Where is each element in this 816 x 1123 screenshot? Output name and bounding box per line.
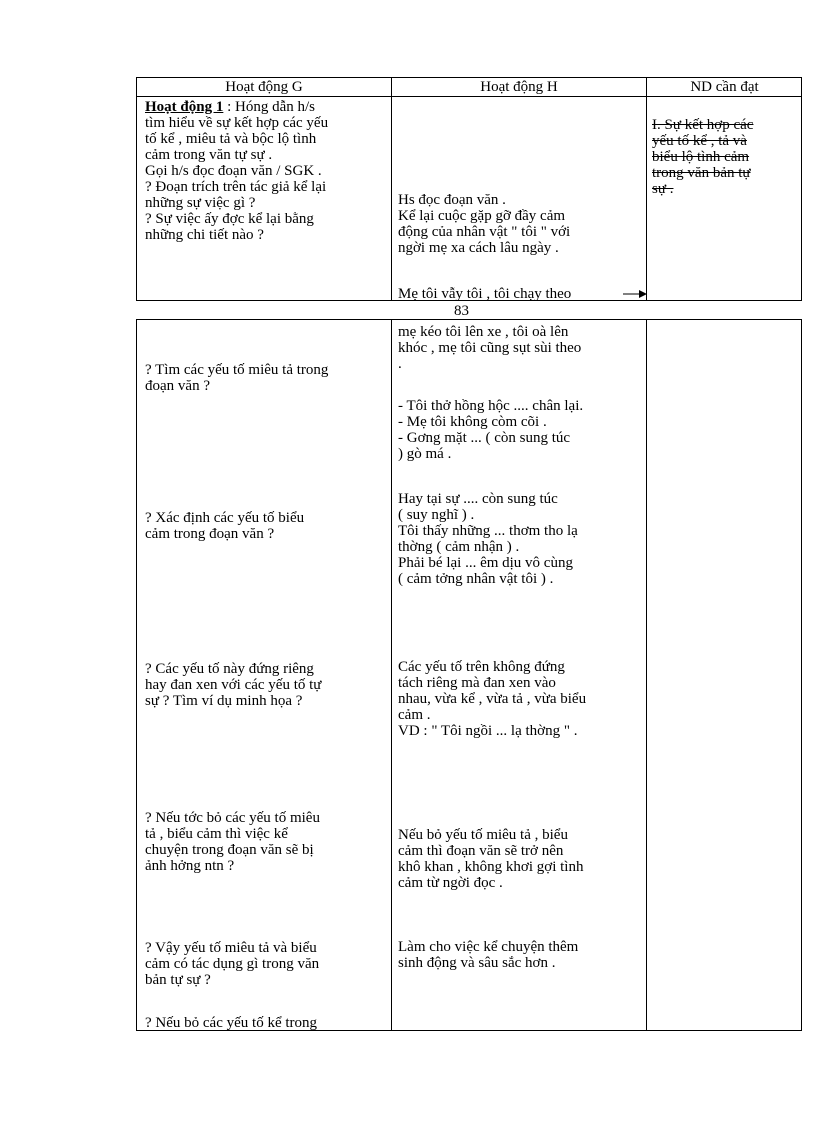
text-line: ? Sự việc ấy đợc kể lại bằng	[145, 211, 314, 227]
answer-block	[398, 324, 581, 372]
section-heading-line: sự .	[652, 181, 674, 197]
text-line: ? Nếu bỏ các yếu tố kể trong	[145, 1015, 318, 1031]
column-divider	[391, 78, 392, 300]
section-heading-line: trong văn bản tự	[652, 165, 751, 181]
section-heading-line: yếu tố kể , tả và	[652, 133, 747, 149]
text-line: Hay tại sự .... còn sung túc	[398, 491, 558, 507]
text-line: - Tôi thở hồng hộc .... chân lại.	[398, 398, 584, 414]
text-line: ? Vậy yếu tố miêu tả và biểu	[145, 940, 317, 956]
text-line: VD : " Tôi ngồi ... lạ thờng " .	[398, 723, 578, 739]
text-line: cảm thì đoạn văn sẽ trở nên	[398, 843, 564, 859]
text-line: Gọi h/s đọc đoạn văn / SGK .	[145, 163, 322, 179]
text-line: ) gò má .	[398, 446, 452, 462]
text-line: cảm có tác dụng gì trong văn	[145, 956, 320, 972]
text-line: sinh động và sâu sắc hơn .	[398, 955, 556, 971]
text-line: Nếu bỏ yếu tố miêu tả , biểu	[398, 827, 568, 843]
answer-block	[398, 939, 578, 971]
activity-title-line: Hoạt động 1 : Hóng dẫn h/s	[145, 99, 316, 115]
teacher-activity-cell	[145, 99, 328, 243]
answer-block	[398, 827, 583, 891]
text-line: ( suy nghĩ ) .	[398, 507, 475, 523]
text-line: .	[398, 356, 402, 372]
text-line: ảnh hởng ntn ?	[145, 858, 235, 874]
activity-table-bottom	[136, 319, 802, 1031]
text-line: Hs đọc đoạn văn .	[398, 192, 506, 208]
text-line: sự ? Tìm ví dụ minh họa ?	[145, 693, 303, 709]
text-line: chuyện trong đoạn văn sẽ bị	[145, 842, 314, 858]
text-line: - Mẹ tôi không còm cõi .	[398, 414, 547, 430]
text-line: bản tự sự ?	[145, 972, 211, 988]
text-line: ? Tìm các yếu tố miêu tả trong	[145, 362, 329, 378]
content-goal-cell	[652, 117, 753, 197]
text-line: Các yếu tố trên không đứng	[398, 659, 565, 675]
column-divider	[646, 78, 647, 300]
text-line: Mẹ tôi vẫy tôi , tôi chạy theo	[398, 286, 572, 302]
text-line: Phải bé lại ... êm dịu vô cùng	[398, 555, 573, 571]
question-block	[145, 1015, 317, 1031]
text-line: ? Các yếu tố này đứng riêng	[145, 661, 314, 677]
text-line: những chi tiết nào ?	[145, 227, 264, 243]
text-line: những sự việc gì ?	[145, 195, 256, 211]
question-block	[145, 810, 320, 874]
question-block	[145, 362, 328, 394]
question-block	[145, 661, 321, 709]
text-line: Tôi thấy những ... thơm tho lạ	[398, 523, 578, 539]
text-line: cảm trong văn tự sự .	[145, 147, 273, 163]
column-divider	[391, 320, 392, 1030]
header-divider	[137, 96, 801, 97]
text-line: ? Nếu tớc bỏ các yếu tố miêu	[145, 810, 320, 826]
answer-block	[398, 398, 583, 462]
text-line: ? Đoạn trích trên tác giả kể lại	[145, 179, 327, 195]
activity-table-top	[136, 77, 802, 301]
header-teacher-activity: Hoạt động G	[225, 79, 303, 95]
text-line: Kể lại cuộc gặp gỡ đầy cảm	[398, 208, 566, 224]
text-line: - Gơng mặt ... ( còn sung túc	[398, 430, 571, 446]
activity-title: Hoạt động 1	[145, 99, 224, 115]
column-divider	[646, 320, 647, 1030]
answer-block	[398, 491, 578, 587]
text-line: tả , biểu cảm thì việc kể	[145, 826, 288, 842]
text-line: cảm trong đoạn văn ?	[145, 526, 275, 542]
text-line: ? Xác định các yếu tố biểu	[145, 510, 305, 526]
text-line: đoạn văn ?	[145, 378, 210, 394]
text-line: ( cảm tởng nhân vật tôi ) .	[398, 571, 554, 587]
text-line: mẹ kéo tôi lên xe , tôi oà lên	[398, 324, 569, 340]
question-block	[145, 510, 304, 542]
text-line: tách riêng mà đan xen vào	[398, 675, 556, 691]
text-line: khóc , mẹ tôi cũng sụt sùi theo	[398, 340, 582, 356]
text-line: cảm .	[398, 707, 431, 723]
text-line: tố kể , miêu tả và bộc lộ tình	[145, 131, 317, 147]
section-heading-line: biểu lộ tình cảm	[652, 149, 750, 165]
text-line: cảm từ ngời đọc .	[398, 875, 503, 891]
text-line: khô khan , không khơi gợi tình	[398, 859, 584, 875]
header-student-activity: Hoạt động H	[480, 79, 558, 95]
text-line: ngời mẹ xa cách lâu ngày .	[398, 240, 559, 256]
student-activity-cell	[398, 192, 570, 256]
text-line: hay đan xen với các yếu tố tự	[145, 677, 322, 693]
text-line: động của nhân vật " tôi " với	[398, 224, 571, 240]
text-line: tìm hiểu về sự kết hợp các yếu	[145, 115, 329, 131]
text-line: nhau, vừa kể , vừa tả , vừa biểu	[398, 691, 587, 707]
header-content-goal: ND cần đạt	[690, 79, 759, 95]
section-heading-line: I. Sự kết hợp các	[652, 117, 754, 133]
text-line: Làm cho việc kể chuyện thêm	[398, 939, 579, 955]
answer-block	[398, 659, 586, 739]
page-number: 83	[454, 303, 469, 319]
question-block	[145, 940, 319, 988]
continue-arrow-icon	[623, 289, 647, 299]
student-activity-continued	[398, 286, 571, 302]
text-line: thờng ( cảm nhận ) .	[398, 539, 520, 555]
